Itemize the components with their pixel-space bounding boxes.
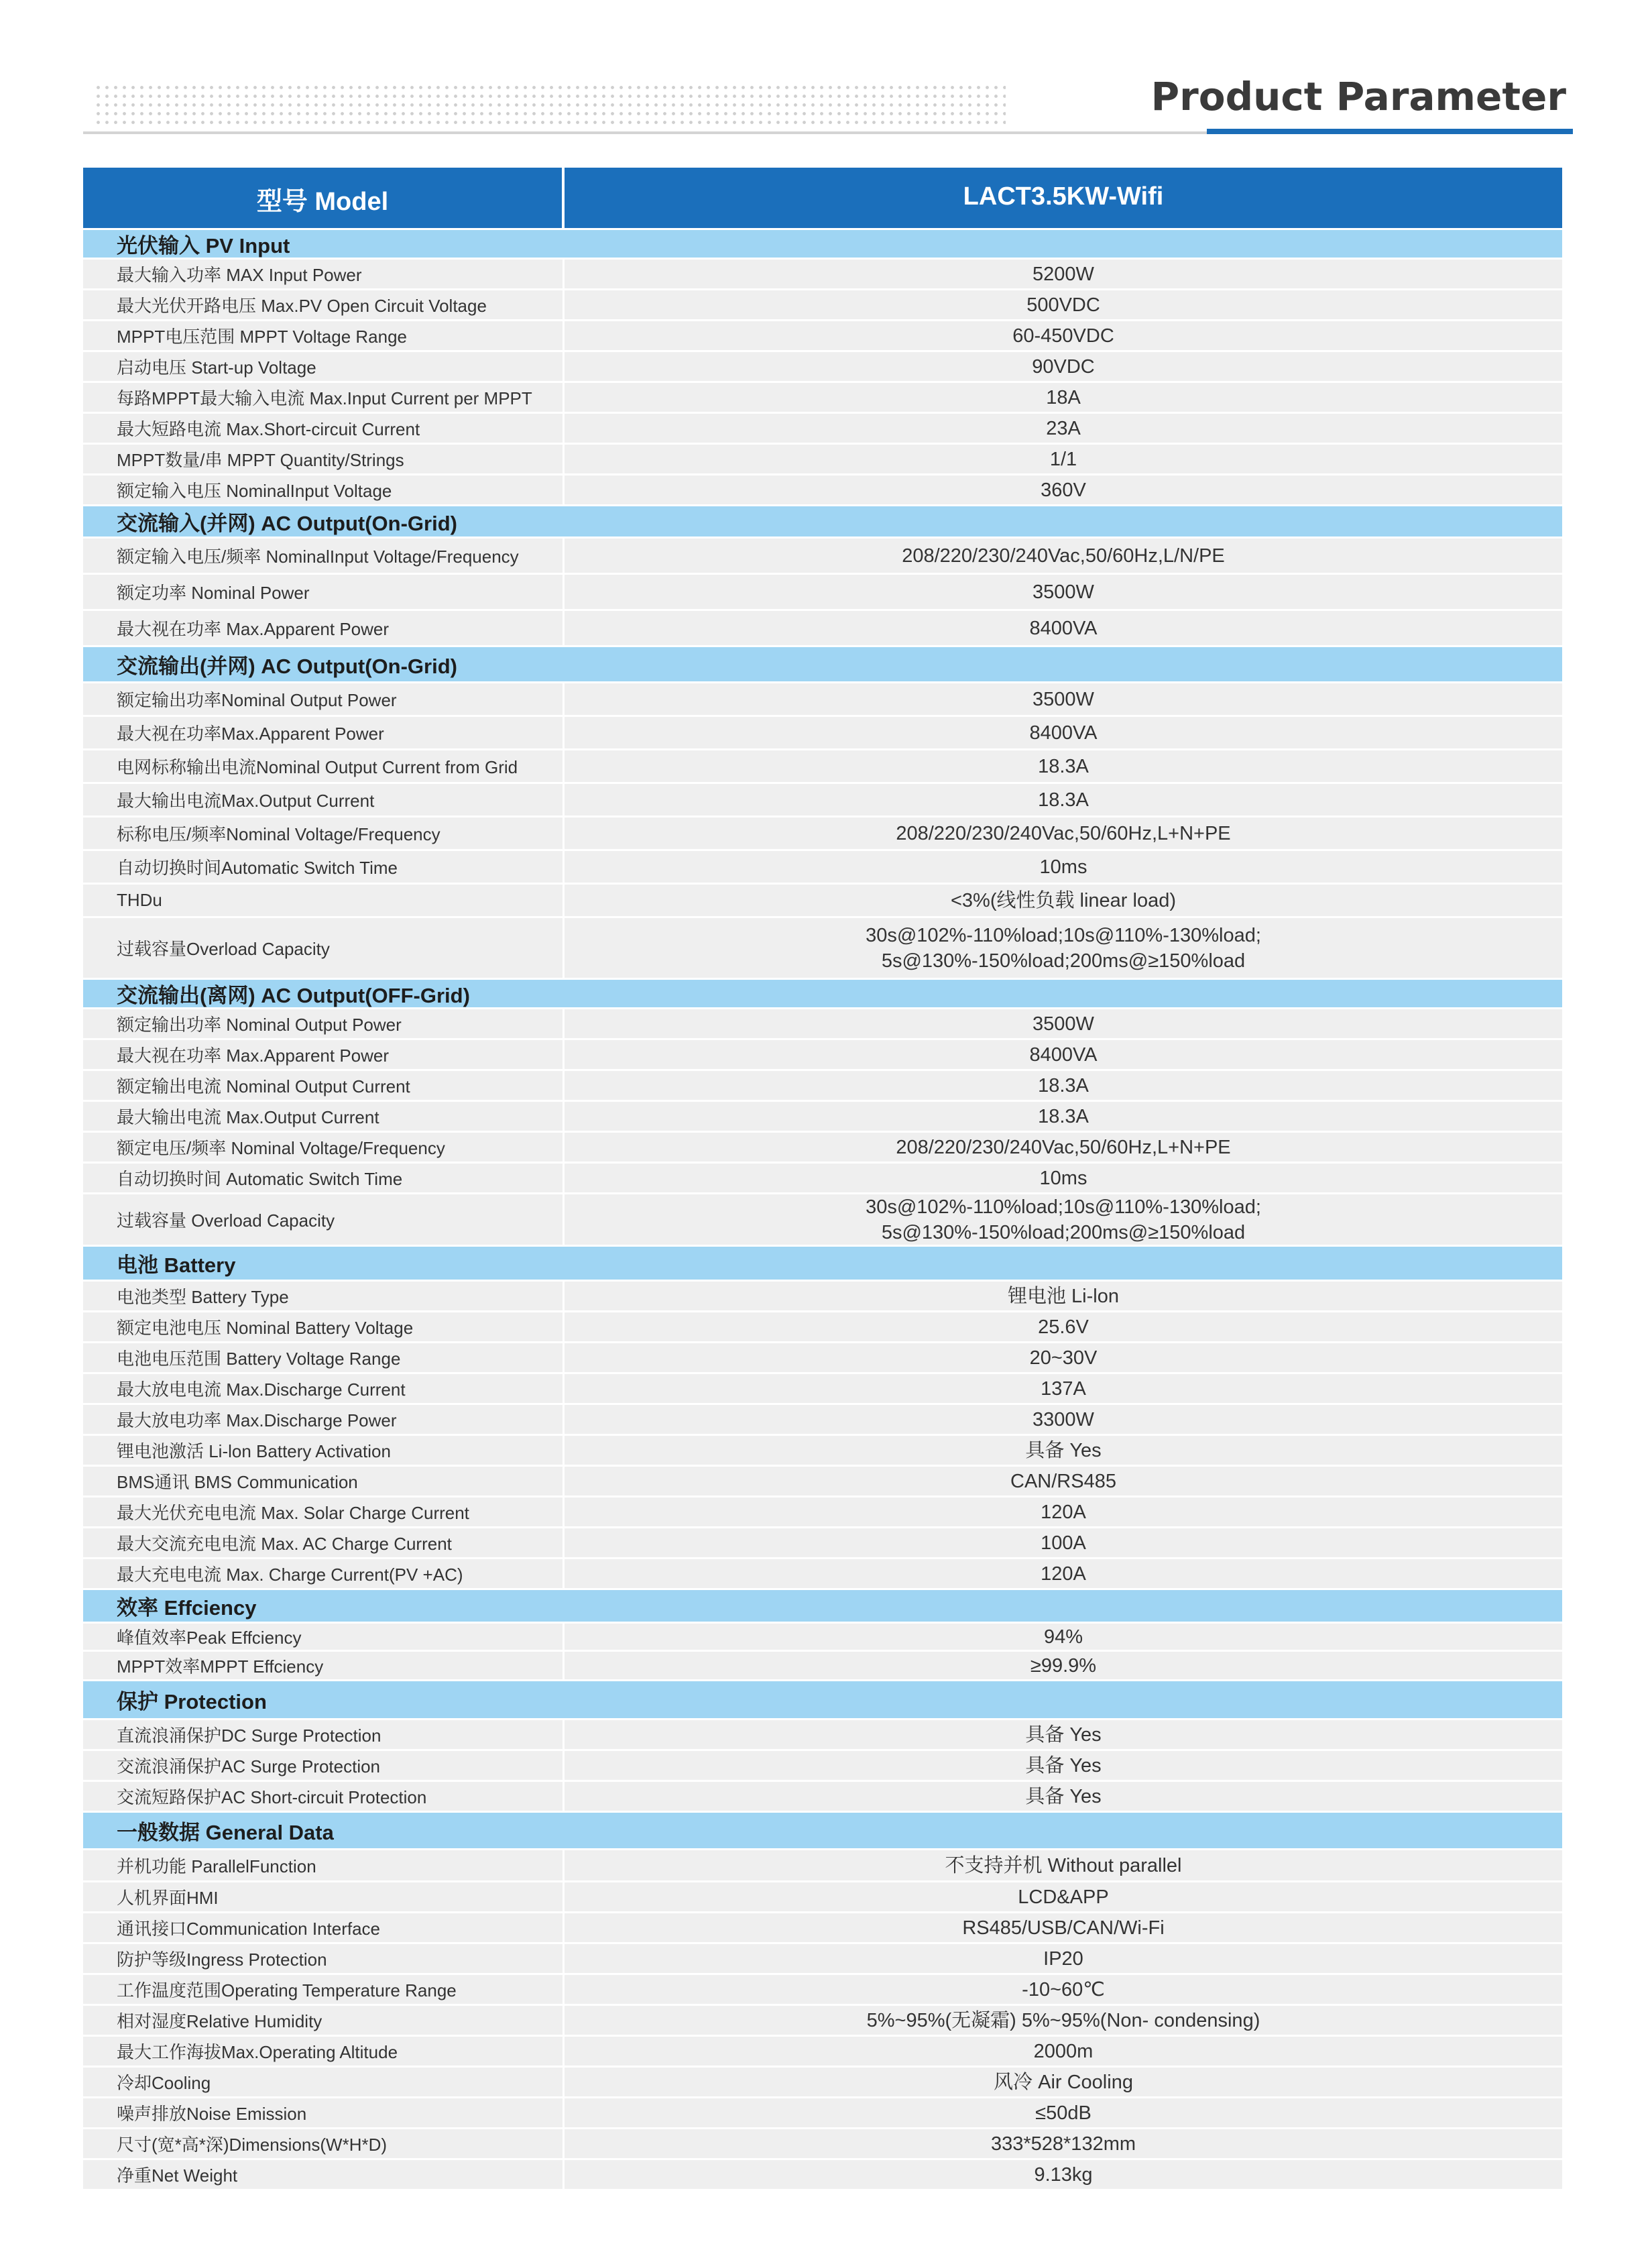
header-rule [83, 131, 1210, 134]
param-label: 额定功率 Nominal Power [83, 575, 565, 609]
table-row [83, 1069, 1562, 1100]
param-value [565, 1405, 1562, 1434]
param-value [565, 1343, 1562, 1372]
param-value [565, 1751, 1562, 1780]
table-row [83, 350, 1562, 381]
param-value-text: 具备 Yes [1025, 1439, 1102, 1461]
table-row [83, 443, 1562, 473]
table-row [83, 815, 1562, 849]
param-label: 每路MPPT最大输入电流 Max.Input Current per MPPT [83, 383, 565, 412]
param-value [565, 1624, 1562, 1650]
param-value [565, 1194, 1562, 1245]
param-label: 过载容量Overload Capacity [83, 918, 565, 978]
table-row [83, 1911, 1562, 1942]
param-label: 电池电压范围 Battery Voltage Range [83, 1343, 565, 1372]
param-label: 电网标称输出电流Nominal Output Current from Grid [83, 750, 565, 782]
param-label: 标称电压/频率Nominal Voltage/Frequency [83, 817, 565, 849]
param-value [565, 352, 1562, 381]
param-value-text: 3500W [1032, 1013, 1094, 1035]
param-value-text: 8400VA [1029, 722, 1098, 744]
param-value-text: ≤50dB [1035, 2102, 1092, 2124]
section-header: 光伏输入 PV Input [83, 228, 1562, 258]
param-value-text: IP20 [1043, 1947, 1083, 1970]
table-row [83, 1557, 1562, 1588]
param-value [565, 851, 1562, 883]
table-row [83, 681, 1562, 715]
param-label: MPPT电压范围 MPPT Voltage Range [83, 321, 565, 350]
param-value-text: 3500W [1032, 581, 1094, 603]
section-header: 交流输出(离网) AC Output(OFF-Grid) [83, 978, 1562, 1007]
param-value-text: 10ms [1039, 856, 1087, 878]
param-label: 电池类型 Battery Type [83, 1282, 565, 1310]
param-value [565, 1071, 1562, 1100]
param-label: 冷却Cooling [83, 2068, 565, 2096]
param-label: 额定输出功率Nominal Output Power [83, 683, 565, 715]
param-label: MPPT数量/串 MPPT Quantity/Strings [83, 445, 565, 473]
param-label: 直流浪涌保护DC Surge Protection [83, 1720, 565, 1749]
param-value [565, 1944, 1562, 1973]
param-value [565, 1164, 1562, 1192]
param-value [565, 2037, 1562, 2066]
table-row [83, 2127, 1562, 2158]
param-value [565, 1528, 1562, 1557]
param-label: 交流短路保护AC Short-circuit Protection [83, 1782, 565, 1811]
table-row [83, 319, 1562, 350]
param-value [565, 750, 1562, 782]
param-value-text: 8400VA [1029, 617, 1098, 639]
section-header: 效率 Effciency [83, 1588, 1562, 1622]
table-row [83, 2158, 1562, 2189]
table-row [83, 1650, 1562, 1679]
param-value-text: 风冷 Air Cooling [994, 2071, 1133, 2093]
table-row [83, 1780, 1562, 1811]
table-row [83, 573, 1562, 609]
table-row [83, 1403, 1562, 1434]
table-row [83, 1192, 1562, 1245]
param-value-text: LCD&APP [1018, 1886, 1109, 1908]
param-label: 工作温度范围Operating Temperature Range [83, 1975, 565, 2004]
param-value-text: 9.13kg [1034, 2163, 1093, 2186]
table-row [83, 1007, 1562, 1038]
param-label: 最大光伏充电电流 Max. Solar Charge Current [83, 1498, 565, 1526]
param-label: 最大视在功率 Max.Apparent Power [83, 611, 565, 645]
param-label: 相对湿度Relative Humidity [83, 2006, 565, 2035]
param-value [565, 1882, 1562, 1911]
param-value [565, 575, 1562, 609]
table-row [83, 412, 1562, 443]
param-value-text: 具备 Yes [1025, 1724, 1102, 1746]
param-value-text: 137A [1041, 1377, 1086, 1400]
table-row [83, 1495, 1562, 1526]
param-value-text: 5%~95%(无凝霜) 5%~95%(Non- condensing) [866, 2009, 1260, 2031]
param-label: 额定输出电流 Nominal Output Current [83, 1071, 565, 1100]
param-value [565, 1102, 1562, 1131]
param-label: 锂电池激活 Li-lon Battery Activation [83, 1436, 565, 1465]
param-value [565, 2160, 1562, 2189]
param-value [565, 918, 1562, 978]
param-value [565, 2129, 1562, 2158]
param-value [565, 784, 1562, 815]
param-label: 启动电压 Start-up Voltage [83, 352, 565, 381]
param-value [565, 1040, 1562, 1069]
param-value-text: 锂电池 Li-lon [1008, 1285, 1119, 1307]
table-row [83, 1038, 1562, 1069]
param-value [565, 1720, 1562, 1749]
section-header: 交流输入(并网) AC Output(On-Grid) [83, 504, 1562, 537]
param-value [565, 1975, 1562, 2004]
param-value-text: 30s@102%-110%load;10s@110%-130%load; [866, 1196, 1261, 1218]
param-value-text: 333*528*132mm [990, 2133, 1136, 2155]
table-row [83, 1100, 1562, 1131]
param-value [565, 611, 1562, 645]
table-row [83, 1465, 1562, 1495]
param-value-text: 1/1 [1049, 448, 1077, 470]
param-value [565, 260, 1562, 288]
section-header: 一般数据 General Data [83, 1811, 1562, 1848]
param-label: 额定输出功率 Nominal Output Power [83, 1009, 565, 1038]
param-value-text: 3500W [1032, 688, 1094, 710]
param-label: 防护等级Ingress Protection [83, 1944, 565, 1973]
param-value-text: ≥99.9% [1030, 1654, 1097, 1677]
param-value [565, 445, 1562, 473]
param-label: 最大输入功率 MAX Input Power [83, 260, 565, 288]
param-label: 尺寸(宽*高*深)Dimensions(W*H*D) [83, 2129, 565, 2158]
table-row [83, 1341, 1562, 1372]
param-value [565, 1559, 1562, 1588]
param-value [565, 290, 1562, 319]
table-row [83, 1280, 1562, 1310]
param-value-text: 25.6V [1038, 1316, 1089, 1338]
param-value-text: 具备 Yes [1025, 1785, 1102, 1807]
param-value-text: 120A [1041, 1563, 1086, 1585]
param-value-text: 500VDC [1026, 294, 1100, 316]
param-value-text: 90VDC [1032, 355, 1095, 378]
param-value [565, 321, 1562, 350]
param-value [565, 717, 1562, 748]
param-label: 最大输出电流 Max.Output Current [83, 1102, 565, 1131]
param-label: 通讯接口Communication Interface [83, 1913, 565, 1942]
param-label: 自动切换时间 Automatic Switch Time [83, 1164, 565, 1192]
param-value-text: 18.3A [1038, 1105, 1089, 1127]
param-label: 额定输入电压 NominalInput Voltage [83, 475, 565, 504]
table-row [83, 1131, 1562, 1162]
header-accent-bar [1207, 129, 1573, 134]
table-row [83, 1526, 1562, 1557]
param-value-text: 18.3A [1038, 1074, 1089, 1096]
param-value-text: 120A [1041, 1501, 1086, 1523]
param-value [565, 1498, 1562, 1526]
param-value-text: 208/220/230/240Vac,50/60Hz,L+N+PE [896, 822, 1231, 844]
param-value [565, 683, 1562, 715]
table-row [83, 288, 1562, 319]
param-value-text: 3300W [1032, 1408, 1094, 1430]
param-value [565, 2006, 1562, 2035]
param-label: 净重Net Weight [83, 2160, 565, 2189]
table-row [83, 1942, 1562, 1973]
param-value-text: 18.3A [1038, 755, 1089, 777]
param-value [565, 1133, 1562, 1162]
param-value [565, 1850, 1562, 1880]
param-value-text: CAN/RS485 [1010, 1470, 1116, 1492]
table-row [83, 1848, 1562, 1880]
dot-pattern-decoration [94, 83, 1006, 127]
table-row [83, 1973, 1562, 2004]
param-value [565, 1312, 1562, 1341]
param-value [565, 817, 1562, 849]
param-label: 峰值效率Peak Effciency [83, 1624, 565, 1650]
param-value [565, 1652, 1562, 1679]
param-label: 最大视在功率 Max.Apparent Power [83, 1040, 565, 1069]
param-value [565, 2068, 1562, 2096]
param-value-text: 60-450VDC [1012, 325, 1114, 347]
param-label: 并机功能 ParallelFunction [83, 1850, 565, 1880]
param-value-text: 8400VA [1029, 1043, 1098, 1066]
table-row [83, 1622, 1562, 1650]
param-value-text-line2: 5s@130%-150%load;200ms@≥150%load [881, 1221, 1246, 1243]
param-value-text: <3%(线性负载 linear load) [950, 889, 1177, 911]
param-value [565, 1374, 1562, 1403]
table-row [83, 1718, 1562, 1749]
table-row [83, 2096, 1562, 2127]
table-row [83, 473, 1562, 504]
param-value-text: -10~60℃ [1022, 1978, 1105, 2000]
param-label: 噪声排放Noise Emission [83, 2098, 565, 2127]
param-value-text: 5200W [1032, 263, 1094, 285]
param-label: 最大放电功率 Max.Discharge Power [83, 1405, 565, 1434]
table-row [83, 883, 1562, 916]
param-value [565, 1282, 1562, 1310]
param-value-text: 18A [1046, 386, 1081, 408]
table-row [83, 2066, 1562, 2096]
param-label: 额定输入电压/频率 NominalInput Voltage/Frequency [83, 539, 565, 573]
table-row [83, 609, 1562, 645]
table-row [83, 537, 1562, 573]
section-header: 电池 Battery [83, 1245, 1562, 1280]
param-value-text-line2: 5s@130%-150%load;200ms@≥150%load [881, 950, 1246, 972]
param-label: 最大光伏开路电压 Max.PV Open Circuit Voltage [83, 290, 565, 319]
param-value [565, 414, 1562, 443]
page-title: Product Parameter [1150, 74, 1566, 119]
table-row [83, 782, 1562, 815]
param-value-text: 具备 Yes [1025, 1754, 1102, 1776]
param-value-text: 20~30V [1029, 1347, 1098, 1369]
table-row [83, 1880, 1562, 1911]
param-value [565, 885, 1562, 916]
param-label: BMS通讯 BMS Communication [83, 1467, 565, 1495]
section-header: 保护 Protection [83, 1679, 1562, 1718]
param-value [565, 1913, 1562, 1942]
param-value [565, 1782, 1562, 1811]
param-label: 最大工作海拔Max.Operating Altitude [83, 2037, 565, 2066]
param-value-text: 94% [1043, 1626, 1083, 1648]
table-row [83, 2035, 1562, 2066]
table-row [83, 715, 1562, 748]
table-body [83, 228, 1562, 2189]
param-value [565, 383, 1562, 412]
param-label: 最大短路电流 Max.Short-circuit Current [83, 414, 565, 443]
param-label: 交流浪涌保护AC Surge Protection [83, 1751, 565, 1780]
param-value-text: 100A [1041, 1532, 1086, 1554]
param-value [565, 2098, 1562, 2127]
param-value [565, 1436, 1562, 1465]
section-header: 交流输出(并网) AC Output(On-Grid) [83, 645, 1562, 681]
param-value-text: RS485/USB/CAN/Wi-Fi [962, 1917, 1165, 1939]
param-label: 最大充电电流 Max. Charge Current(PV +AC) [83, 1559, 565, 1588]
table-row [83, 916, 1562, 978]
param-value [565, 1467, 1562, 1495]
param-value-text: 208/220/230/240Vac,50/60Hz,L/N/PE [902, 545, 1225, 567]
param-label: 额定电压/频率 Nominal Voltage/Frequency [83, 1133, 565, 1162]
header-model-value: LACT3.5KW-Wifi [963, 182, 1164, 211]
param-label: THDu [83, 885, 565, 916]
param-value [565, 539, 1562, 573]
param-label: 自动切换时间Automatic Switch Time [83, 851, 565, 883]
table-row [83, 1749, 1562, 1780]
param-label: 最大视在功率Max.Apparent Power [83, 717, 565, 748]
table-row [83, 2004, 1562, 2035]
param-value-text: 10ms [1039, 1167, 1087, 1189]
param-label: 人机界面HMI [83, 1882, 565, 1911]
param-label: 最大交流充电电流 Max. AC Charge Current [83, 1528, 565, 1557]
param-value-text: 18.3A [1038, 789, 1089, 811]
table-row [83, 1434, 1562, 1465]
param-value-text: 30s@102%-110%load;10s@110%-130%load; [866, 924, 1261, 946]
table-header [83, 168, 1562, 228]
table-row [83, 748, 1562, 782]
table-row [83, 381, 1562, 412]
param-value [565, 475, 1562, 504]
param-value-text: 不支持并机 Without parallel [945, 1854, 1182, 1876]
param-value-text: 208/220/230/240Vac,50/60Hz,L+N+PE [896, 1136, 1231, 1158]
table-row [83, 1162, 1562, 1192]
param-value-text: 360V [1041, 479, 1086, 501]
table-row [83, 1372, 1562, 1403]
param-value-text: 2000m [1033, 2040, 1094, 2062]
param-label: 额定电池电压 Nominal Battery Voltage [83, 1312, 565, 1341]
param-label: 最大输出电流Max.Output Current [83, 784, 565, 815]
param-value [565, 1009, 1562, 1038]
param-value-text: 23A [1046, 417, 1081, 439]
spec-table [81, 168, 1562, 2189]
param-label: MPPT效率MPPT Effciency [83, 1652, 565, 1679]
param-label: 过载容量 Overload Capacity [83, 1194, 565, 1245]
param-label: 最大放电电流 Max.Discharge Current [83, 1374, 565, 1403]
table-row [83, 1310, 1562, 1341]
table-row [83, 849, 1562, 883]
table-row [83, 258, 1562, 288]
header-model-label: 型号 Model [83, 168, 565, 228]
